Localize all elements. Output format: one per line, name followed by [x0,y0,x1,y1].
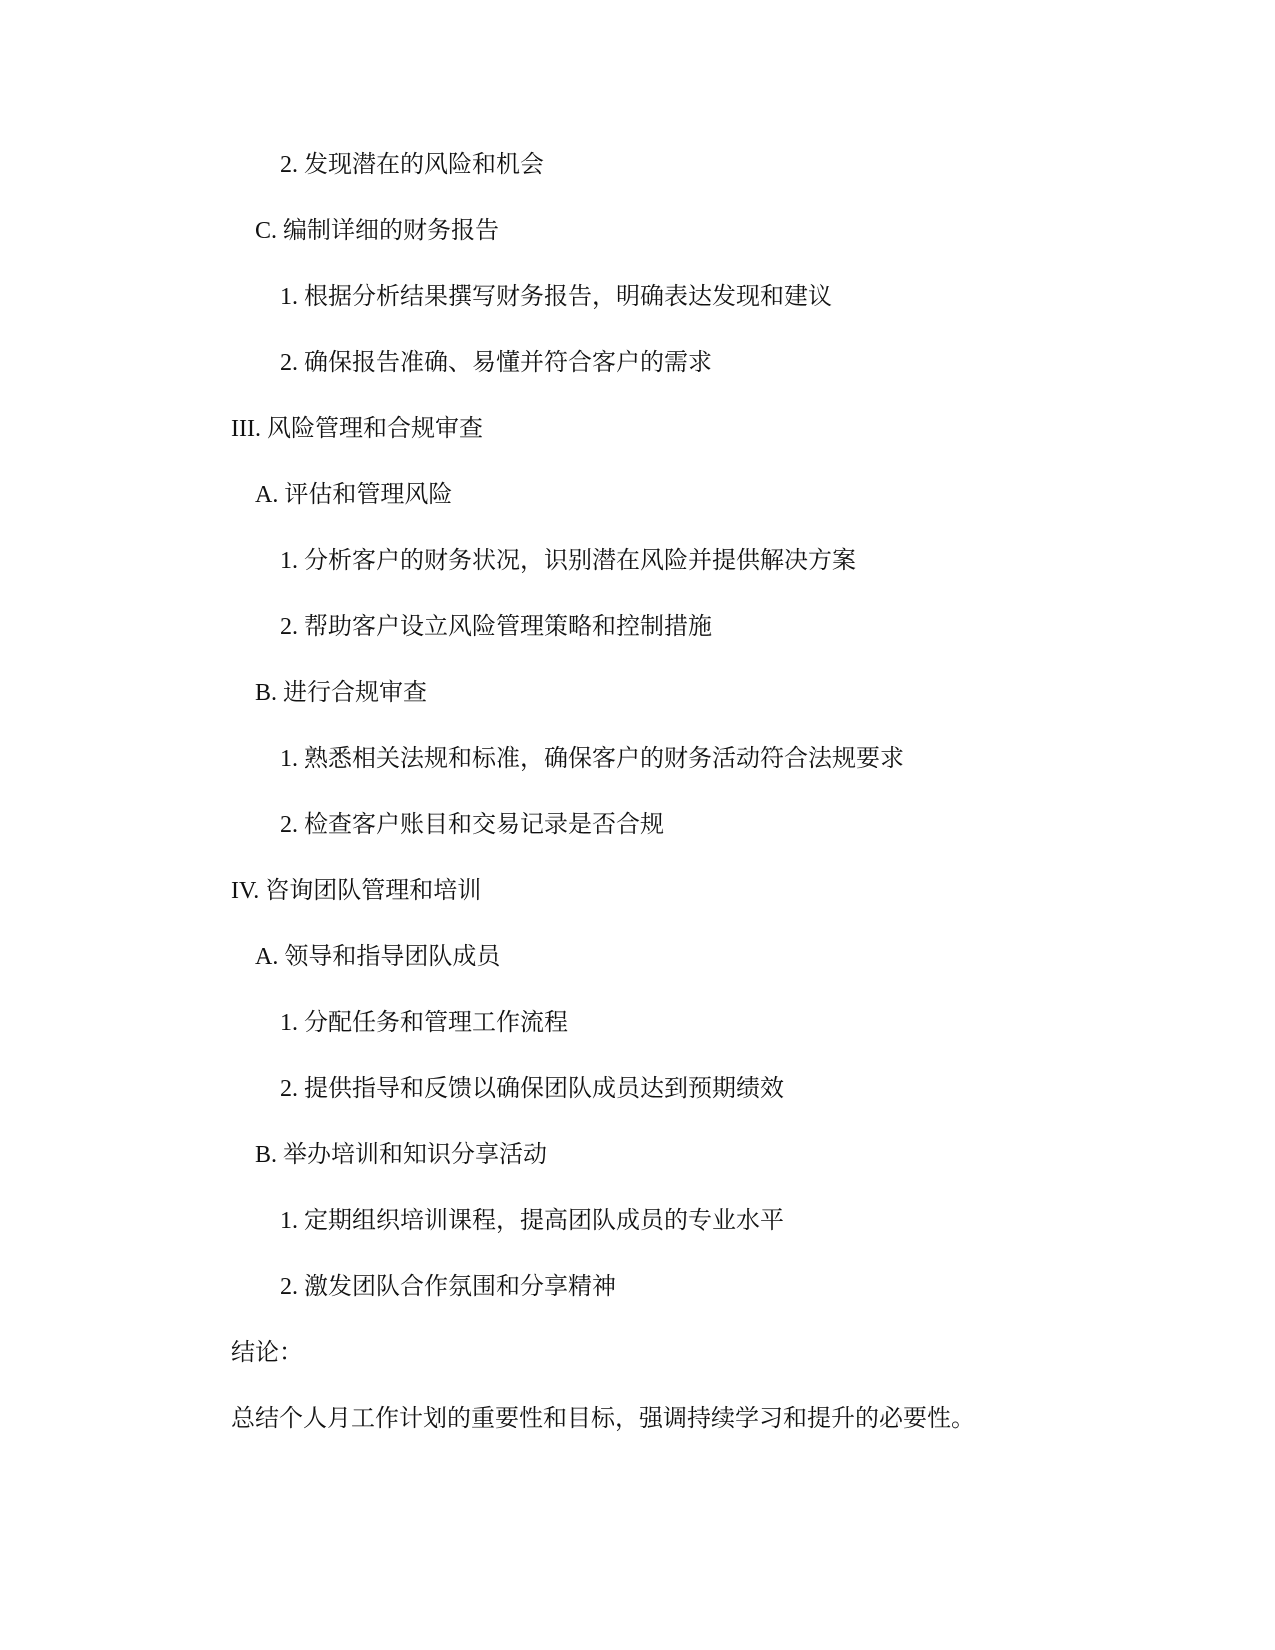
outline-item: 2. 发现潜在的风险和机会 [280,152,544,178]
outline-subsection-heading: A. 领导和指导团队成员 [255,944,501,970]
outline-item: 2. 激发团队合作氛围和分享精神 [280,1274,616,1300]
outline-item: 1. 熟悉相关法规和标准，确保客户的财务活动符合法规要求 [280,746,904,772]
outline-section-heading: III. 风险管理和合规审查 [231,416,483,442]
outline-item: 1. 根据分析结果撰写财务报告，明确表达发现和建议 [280,284,832,310]
outline-subsection-heading: B. 进行合规审查 [255,680,428,706]
outline-item: 2. 提供指导和反馈以确保团队成员达到预期绩效 [280,1076,784,1102]
outline-section-heading: IV. 咨询团队管理和培训 [231,878,482,904]
conclusion-paragraph: 总结个人月工作计划的重要性和目标，强调持续学习和提升的必要性。 [231,1406,975,1432]
outline-item: 2. 确保报告准确、易懂并符合客户的需求 [280,350,712,376]
outline-subsection-heading: A. 评估和管理风险 [255,482,453,508]
outline-item: 2. 帮助客户设立风险管理策略和控制措施 [280,614,712,640]
conclusion-heading: 结论： [231,1340,303,1366]
outline-subsection-heading: C. 编制详细的财务报告 [255,218,500,244]
outline-item: 2. 检查客户账目和交易记录是否合规 [280,812,664,838]
outline-item: 1. 分析客户的财务状况，识别潜在风险并提供解决方案 [280,548,856,574]
outline-subsection-heading: B. 举办培训和知识分享活动 [255,1142,548,1168]
outline-item: 1. 定期组织培训课程，提高团队成员的专业水平 [280,1208,784,1234]
outline-item: 1. 分配任务和管理工作流程 [280,1010,568,1036]
